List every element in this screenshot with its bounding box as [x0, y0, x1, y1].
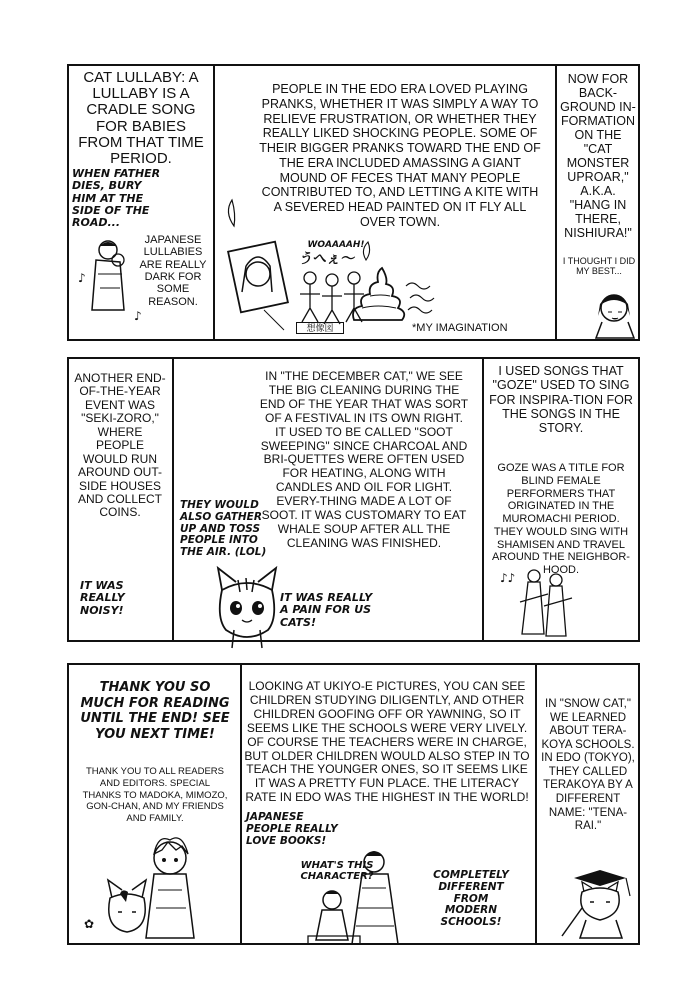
goze-performers-illustration: [500, 568, 580, 638]
sfx-uhee: うへぇ〜: [298, 251, 354, 267]
thank-you-headline: THANK YOU SO MUCH FOR READING UNTIL THE END! SEE YOU NEXT TIME!: [80, 680, 230, 742]
cat-teacher-illustration: [560, 868, 636, 938]
svg-text:♪: ♪: [78, 271, 86, 285]
whats-this-character-aside: WHAT'S THIS CHARACTER?: [300, 860, 374, 883]
pain-for-cats-aside: IT WAS REALLY A PAIN FOR US CATS!: [280, 591, 373, 629]
svg-text:♪: ♪: [134, 309, 142, 323]
cat-lullaby-definition: CAT LULLABY: A LULLABY IS A CRADLE SONG FOR BABIES FROM THAT TIME PERIOD.: [78, 69, 204, 167]
goze-songs-intro: I USED SONGS THAT "GOZE" USED TO SING FOR INSPIRA-TION FOR THE SONGS IN THE STORY.: [489, 364, 633, 435]
cat-face-illustration: [212, 568, 282, 648]
background-info-intro: NOW FOR BACK-GROUND IN-FORMATION ON THE "CAT MONSTER UPROAR," A.K.A. "HANG IN THERE, NISHIURA!": [560, 72, 636, 240]
kite-with-head-illustration: [224, 218, 294, 328]
author-portrait-illustration: [594, 288, 640, 338]
toss-people-aside: THEY WOULD ALSO GATHER UP AND TOSS PEOPLE INTO THE AIR. (LOL): [180, 499, 267, 558]
different-schools-aside: COMPLETELY DIFFERENT FROM MODERN SCHOOLS!: [433, 869, 509, 928]
panel-3-divider-left: [240, 663, 242, 945]
lullaby-lyric: WHEN FATHER DIES, BURY HIM AT THE SIDE OF THE ROAD...: [72, 167, 161, 230]
author-and-cat-illustration: [82, 828, 232, 940]
panel-3-divider-right: [535, 663, 537, 945]
panel-2-divider-right: [482, 357, 484, 642]
really-noisy-aside: IT WAS REALLY NOISY!: [80, 579, 125, 617]
panel-1-divider-left: [213, 64, 215, 341]
ukiyoe-schools-text: LOOKING AT UKIYO-E PICTURES, YOU CAN SEE CHILDREN STUDYING DILIGENTLY, AND OTHER CHILDREN GOOFING OFF OR YAWNING, SO IT SEEMS LIKE THE SCHOOLS WERE VERY LIVELY. OF COURSE THE TEACHERS WERE IN CHARGE, BUT OLDER CHILDREN WOULD ALSO STEP IN TO TEACH THE YOUNGER ONES, SO IT SEEMS LIKE IT WAS A PRETTY FUN PLACE. THE LITERACY RATE IN EDO WAS THE HIGHEST IN THE WORLD!: [244, 679, 530, 805]
lullaby-aside: JAPANESE LULLABIES ARE REALLY DARK FOR SOME REASON.: [139, 234, 207, 308]
love-books-aside: JAPANESE PEOPLE REALLY LOVE BOOKS!: [246, 811, 338, 847]
terakoya-text: IN "SNOW CAT," WE LEARNED ABOUT TERA-KOYA SCHOOLS. IN EDO (TOKYO), THEY CALLED TERAKOYA BY A DIFFERENT NAME: "TENA-RAI.": [541, 698, 635, 833]
students-illustration: [300, 848, 410, 948]
imagination-sign: 想像図: [296, 322, 344, 334]
svg-text:✿: ✿: [84, 917, 95, 931]
svg-text:♪♪: ♪♪: [500, 571, 516, 585]
tried-my-best-aside: I THOUGHT I DID MY BEST...: [562, 256, 636, 277]
special-thanks: THANK YOU TO ALL READERS AND EDITORS. SPECIAL THANKS TO MADOKA, MIMOZO, GON-CHAN, AND MY FRIENDS AND FAMILY.: [82, 766, 228, 825]
sekizoro-text: ANOTHER END-OF-THE-YEAR EVENT WAS "SEKI-ZORO," WHERE PEOPLE WOULD RUN AROUND OUT-SIDE HOUSES AND COLLECT COINS.: [74, 371, 166, 520]
imagination-footnote: *MY IMAGINATION: [412, 322, 508, 334]
edo-pranks-text: PEOPLE IN THE EDO ERA LOVED PLAYING PRANKS, WHETHER IT WAS SIMPLY A WAY TO RELIEVE FRUSTRATION, OR WHETHER THEY REALLY LIKED SHOCKING PEOPLE. SOME OF THEIR BIGGER PRANKS TOWARD THE END OF THE ERA INCLUDED AMASSING A GIANT MOUND OF FECES THAT MANY PEOPLE CONTRIBUTED TO, AND LETTING A KITE WITH A SEVERED HEAD PAINTED ON IT FLY ALL OVER TOWN.: [259, 82, 541, 229]
feces-mound-illustration: [348, 268, 408, 328]
stink-lines: [404, 280, 444, 320]
soot-sweeping-text: IN "THE DECEMBER CAT," WE SEE THE BIG CLEANING DURING THE END OF THE YEAR THAT WAS SORT OF A FESTIVAL IN ITS OWN RIGHT. IT USED TO BE CALLED "SOOT SWEEPING" SINCE CHARCOAL AND BRI-QUETTES WERE OFTEN USED FOR HEATING, ALONG WITH CANDLES AND OIL FOR LIGHT. EVERY-THING MADE A LOT OF SOOT. IT WAS CUSTOMARY TO EAT WHALE SOUP AFTER ALL THE CLEANING WAS FINISHED.: [259, 369, 469, 550]
goze-explanation: GOZE WAS A TITLE FOR BLIND FEMALE PERFORMERS THAT ORIGINATED IN THE MUROMACHI PERIOD. THEY WOULD SING WITH SHAMISEN AND TRAVEL AROUND THE NEIGHBOR-HOOD.: [492, 462, 630, 576]
mother-and-baby-illustration: [78, 238, 142, 323]
panel-2-divider-left: [172, 357, 174, 642]
panel-1-divider-right: [555, 64, 557, 341]
sfx-woaaaah: WOAAAAH!: [307, 240, 365, 250]
